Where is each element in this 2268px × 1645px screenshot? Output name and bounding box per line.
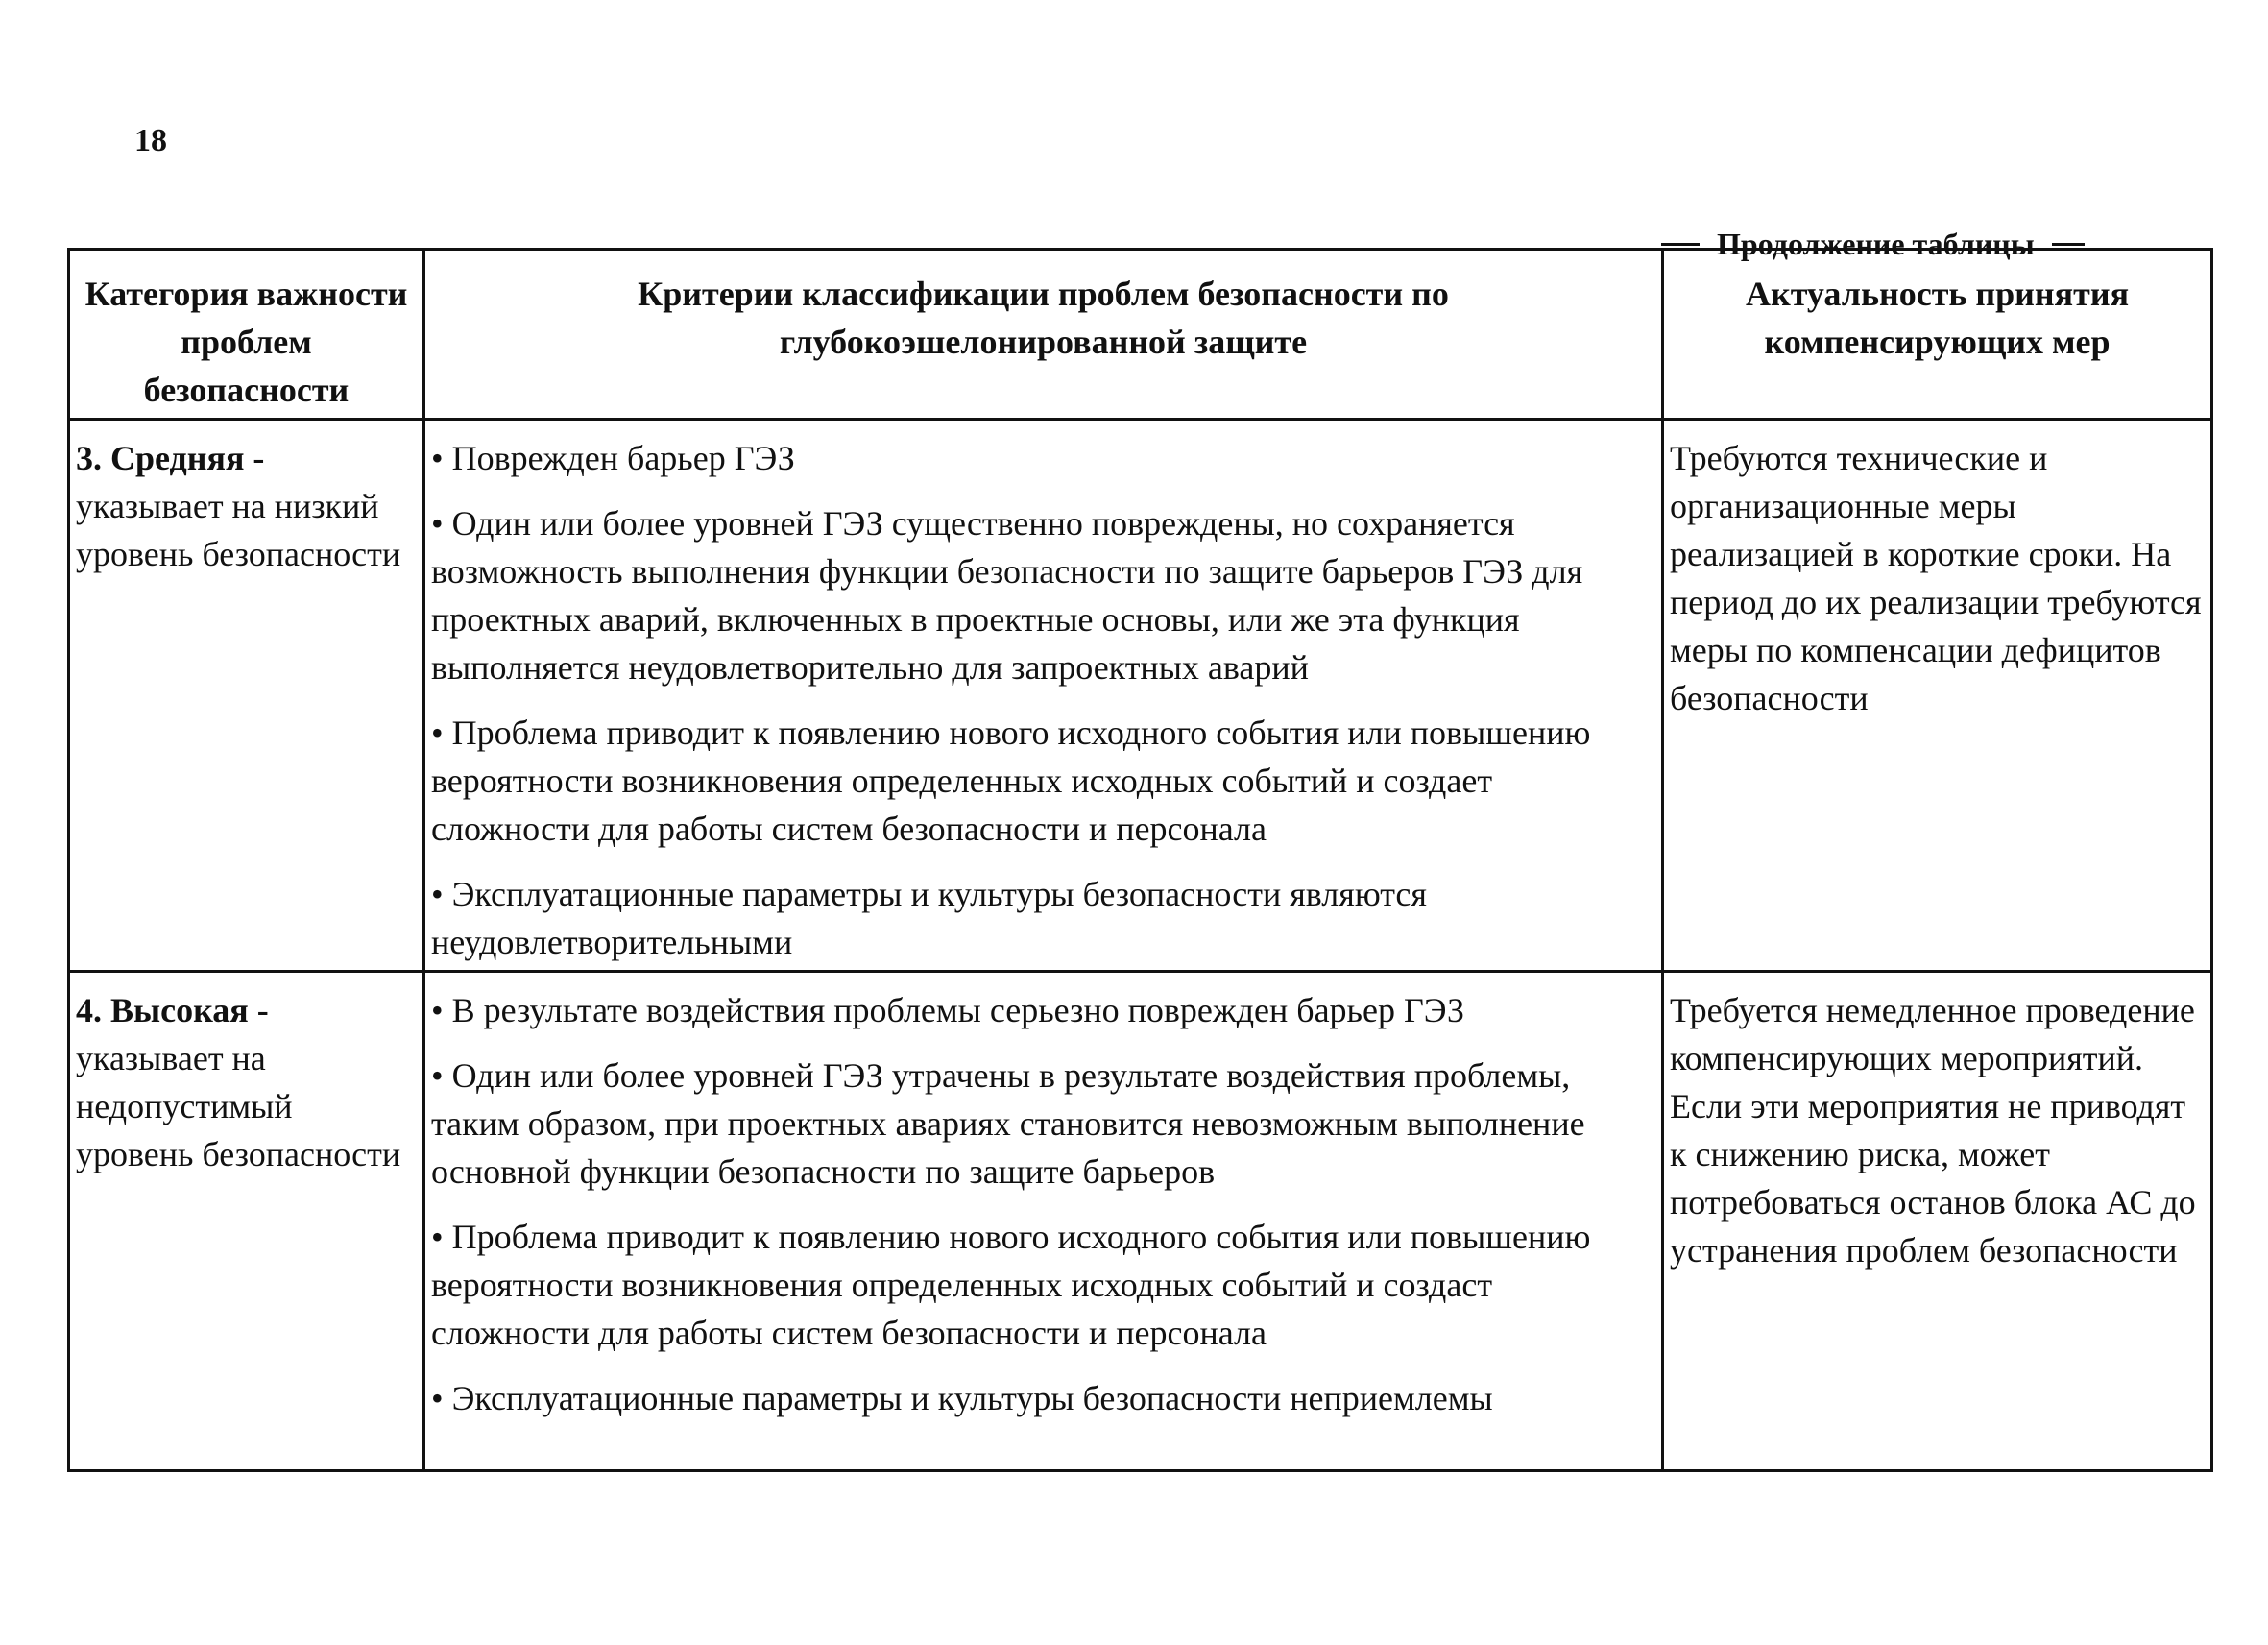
measures-cell: Требуются технические и организационные меры реализацией в короткие сроки. На период до их реализации требуются меры по компенсации дефицитов безопасности (1663, 420, 2212, 972)
table-row (69, 972, 2212, 1471)
criteria-item: • В результате воздействия проблемы серьезно поврежден барьер ГЭЗ (431, 991, 1465, 1029)
criteria-item: • Поврежден барьер ГЭЗ (431, 439, 795, 477)
criteria-item: • Один или более уровней ГЭЗ существенно повреждены, но сохраняется возможность выполнения функции безопасности по защите барьеров ГЭЗ для проектных аварий, включенных в проектные основы, или же эта функция выполняется неудовлетворительно для запроектных аварий (431, 504, 1583, 687)
table-header-row (69, 250, 2212, 420)
criteria-item: • Эксплуатационные параметры и культуры безопасности являются неудовлетворительными (431, 875, 1427, 961)
measures-cell: Требуется немедленное проведение компенсирующих мероприятий. Если эти мероприятия не приводят к снижению риска, может потребоваться останов блока АС до устранения проблем безопасности (1663, 972, 2212, 1471)
continuation-rule-left (1661, 243, 1700, 246)
continuation-rule-right (2052, 243, 2085, 246)
criteria-cell (424, 972, 1663, 1471)
safety-classification-table (67, 248, 2213, 1472)
page-number: 18 (134, 123, 167, 158)
category-description: указывает на низкий уровень безопасности (76, 487, 401, 573)
header-measures: Актуальность принятия компенсирующих мер (1663, 250, 2212, 420)
criteria-item: • Проблема приводит к появлению нового исходного события или повышению вероятности возникновения определенных исходных событий и создает сложности для работы систем безопасности и персонала (431, 714, 1591, 848)
category-cell (69, 972, 424, 1471)
criteria-cell (424, 420, 1663, 972)
header-criteria: Критерии классификации проблем безопасности по глубокоэшелонированной защите (424, 250, 1663, 420)
criteria-item: • Эксплуатационные параметры и культуры безопасности неприемлемы (431, 1379, 1493, 1417)
category-title: 3. Средняя - (76, 439, 265, 477)
criteria-item: • Проблема приводит к появлению нового исходного события или повышению вероятности возникновения определенных исходных событий и создаст сложности для работы систем безопасности и персонала (431, 1218, 1591, 1352)
table-row (69, 420, 2212, 972)
continuation-text: Продолжение таблицы (1717, 226, 2035, 261)
header-category: Категория важности проблем безопасности (69, 250, 424, 420)
criteria-item: • Один или более уровней ГЭЗ утрачены в результате воздействия проблемы, таким образом, при проектных авариях становится невозможным выполнение основной функции безопасности по защите барьеров (431, 1056, 1585, 1191)
category-description: указывает на недопустимый уровень безопасности (76, 1039, 401, 1173)
category-title: 4. Высокая - (76, 991, 269, 1029)
category-cell (69, 420, 424, 972)
